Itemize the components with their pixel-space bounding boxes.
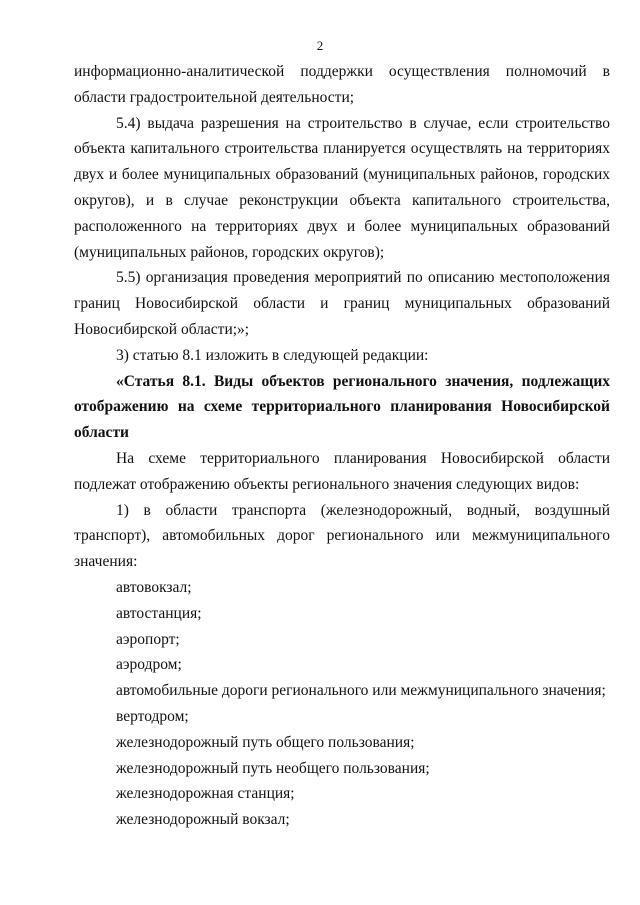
paragraph-scheme-intro: На схеме территориального планирования Новосибирской области подлежат отображению объекты регионального значения следующих видов: (74, 449, 610, 493)
object-types-list (74, 575, 610, 833)
list-item: железнодорожная станция; (116, 785, 295, 803)
list-item: железнодорожный путь общего пользования; (116, 733, 415, 751)
list-item: автовокзал; (116, 578, 192, 596)
paragraph-transport: 1) в области транспорта (железнодорожный, водный, воздушный транспорт), автомобильных дорог регионального или межмуниципального значения: (74, 501, 610, 571)
list-item: вертодром; (116, 707, 189, 725)
list-item: автомобильные дороги регионального или межмуниципального значения; (116, 682, 606, 700)
list-item: железнодорожный вокзал; (116, 811, 290, 829)
paragraph-5-4: 5.4) выдача разрешения на строительство в случае, если строительство объекта капитального строительства планируется осуществлять на территориях двух и более муниципальных образований (муниципальных районов, городских округов), и в случае реконструкции объекта капитального строительства, расположенного на территориях двух и более муниципальных образований (муниципальных районов, городских округов); (74, 114, 610, 261)
list-item: аэропорт; (116, 630, 180, 648)
paragraph-5-5: 5.5) организация проведения мероприятий по описанию местоположения границ Новосибирской области и границ муниципальных образований Новосибирской области;»; (74, 269, 610, 338)
page-number: 2 (316, 38, 324, 53)
paragraph-item-3: 3) статью 8.1 изложить в следующей редакции: (116, 346, 429, 364)
list-item: автостанция; (116, 604, 202, 622)
paragraph-intro-continuation: информационно-аналитической поддержки осуществления полномочий в области градостроительной деятельности; (74, 63, 610, 106)
document-body (74, 59, 610, 833)
list-item: железнодорожный путь необщего пользования; (116, 759, 430, 777)
list-item: аэродром; (116, 656, 182, 674)
article-8-1-heading: «Статья 8.1. Виды объектов регионального значения, подлежащих отображению на схеме территориального планирования Новосибирской области (74, 372, 610, 442)
